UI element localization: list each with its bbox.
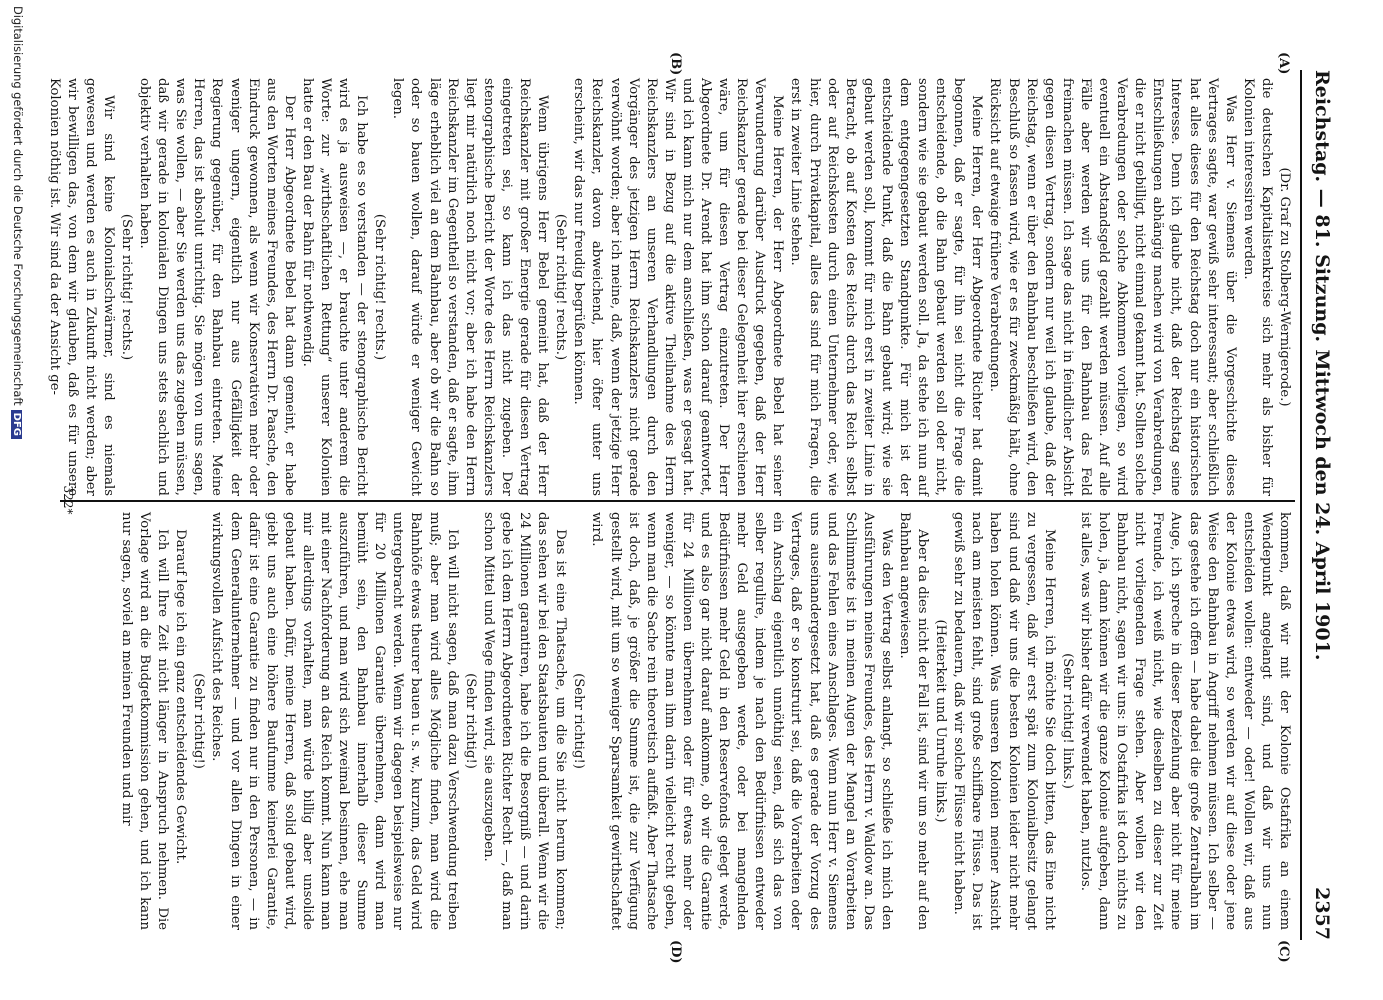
digitization-credit (11, 6, 25, 439)
interjection: (Dr. Graf zu Stolberg-Wernigerode.) (1277, 167, 1292, 407)
paragraph: Der Herr Abgeordnete Bebel hat dann gemeint, er habe aus den Worten meines Freundes, des Herrn Dr. Paasche, den Eindruck gewonnen, als wenn wir Konservativen mehr oder weniger ungern, eigentlich nur aus Gefälligkeit der Regierung gegenüber, für den Bahnbau eintreten. Meine Herren, das ist absolut unrichtig. Sie mögen von uns sagen, was Sie wollen, — aber Sie werden uns das zugeben müssen, daß wir gerade in kolonialen Dingen uns stets sachlich und objektiv verhalten haben. (137, 78, 297, 496)
text-column-left (46, 78, 1293, 496)
header-rule (1300, 70, 1302, 940)
paragraph: Was Herr v. Siemens über die Vorgeschichte dieses Vertrages sagte, war gewiß sehr interessant; aber schließlich hat alles dieses für den Reichstag doch nur ein historisches Interesse. Denn ich glaube nicht, daß der Reichstag seine Entschließungen abhängig machen wird von Verabredungen, die er nicht gebilligt, nicht einmal gekannt hat. Sollten solche Verabredungen oder solche Abkommen vorliegen, so wird eventuell ein Abstandsgeld gezahlt werden müssen. Auf alle Fälle aber werden wir uns für den Bahnbau das Feld freimachen müssen. Ich sage das nicht in feindlicher Absicht gegen diesen Vertrag, sondern nur weil ich glaube, daß der Reichstag, wenn er über den Bahnbau beschließen wird, den Beschluß so fassen wird, wie er es für zweckmäßig hält, ohne Rücksicht auf etwaige frühere Verabredungen. (987, 78, 1238, 496)
credit-text: Digitalisierung gefördert durch die Deutsche Forschungsgemeinschaft (11, 6, 25, 406)
paragraph: Meine Herren, ich möchte Sie doch bitten, das Eine nicht zu vergessen, daß wir erst spät zum Kolonialbesitz gelangt sind und daß wir uns die besten Kolonien leider nicht mehr haben holen können. Was unseren Kolonien meiner Ansicht nach am meisten fehlt, sind große schiffbare Flüsse. Das ist gewiß sehr zu bedauern, daß wir solche Flüsse nicht haben. (951, 512, 1057, 930)
margin-marker-b: (B) (668, 52, 683, 76)
paragraph: Darauf lege ich ein ganz entscheidendes Gewicht. (173, 529, 189, 865)
interjection: (Sehr richtig!) (191, 673, 207, 769)
paragraph: Das ist eine Thatsache, um die Sie nicht herum kommen; das sehen wir bei den Staatsbauten und überall. Wenn wir die 24 Millionen garantiren, habe ich die Besorgniß — und darin gebe ich dem Herrn Abgeordneten Richter Recht —, daß man schon Mittel und Wege finden wird, sie auszugeben. (480, 512, 569, 930)
interjection: (Sehr richtig!) (571, 673, 587, 769)
paragraph: Ich will Ihre Zeit nicht länger in Anspruch nehmen. Die Vorlage wird an die Budgetkommission gehen, und ich kann nur sagen, soviel an meinen Freunden und mir (119, 512, 171, 930)
paragraph: Ich habe es so verstanden — der stenographische Bericht wird es ja ausweisen —, er brauchte unter anderem die Worte: zur „wirthschaftlichen Rettung“ unserer Kolonien hatte er den Bau der Bahn für nothwendig. (299, 78, 370, 496)
paragraph: Wir sind keine Kolonialschwärmer, sind es niemals gewesen und werden es auch in Zukunft nicht werden; aber wir bewilligen das, von dem wir glauben, daß es für unsere Kolonien nöthig ist. Wir sind da der Ansicht ge- (46, 78, 116, 496)
interjection: (Sehr richtig! rechts.) (553, 213, 569, 361)
paragraph: Meine Herren, der Herr Abgeordnete Richter hat damit begonnen, daß er sagte, für ihn sei nicht die Frage die entscheidende, ob die Bahn gebaut werden soll oder nicht, sondern wie sie gebaut werden soll. Ja, da stehe ich nun auf dem entgegengesetzten Standpunkte. Für mich ist der entscheidende Punkt, daß die Bahn gebaut wird; wie sie gebaut werden soll, kommt für mich erst in zweiter Linie in Betracht, ob auf Kosten des Reichs durch das Reich selbst oder auf Reichskosten durch einen Unternehmer oder, wie hier, durch Privatkapital, alles das sind für mich Fragen, die erst in zweiter Linie stehen. (788, 78, 985, 496)
text-column-right (63, 512, 1293, 930)
paragraph: kommen, daß wir mit der Kolonie Ostafrika an einem Wendepunkt angelangt sind, und daß wir uns nun entscheiden wollen: entweder — oder! Wollen wir, daß aus der Kolonie etwas wird, so werden wir auf diese oder jene Weise den Bahnbau in Angriff nehmen müssen. Ich selber — das gestehe ich offen — habe dabei die große Zentralbahn im Auge, ich spreche in dieser Beziehung aber nicht für meine Freunde, ich weiß nicht, wie dieselben zu dieser zur Zeit nicht vorliegenden Frage stehen. Aber wollen wir den Bahnbau nicht, sagen wir uns: in Ostafrika ist doch nichts zu holen, ja, dann können wir die ganze Kolonie aufgeben, dann ist alles, was wir bisher dafür verwendet haben, nutzlos. (1077, 512, 1292, 930)
sheet-number: 322* (61, 485, 75, 515)
interjection: (Sehr richtig!) (462, 673, 478, 769)
paragraph: die deutschen Kapitalistenkreise sich mehr als bisher für Kolonien interessiren werden. (1240, 78, 1274, 496)
interjection: (Heiterkeit und Unruhe links.) (933, 619, 949, 823)
page-header (1303, 70, 1333, 940)
interjection: (Sehr richtig! rechts.) (372, 213, 388, 361)
paragraph: Ich will nicht sagen, daß man dazu Verschwendung treiben muß; aber man wird alles Mögliche finden, man wird die Bahnhöfe etwas theurer bauen u. s. w., kurzum, das Geld wird untergebracht werden. Wenn wir dagegen beispielsweise nur für 20 Millionen Garantie übernehmen, dann wird man bemüht sein, den Bahnbau innerhalb dieser Summe auszuführen, und man wird sich zweimal besinnen, ehe man mit einer Nachforderung an das Reich kommt. Nun kann man mir allerdings vorhalten, man würde billig aber unsolide gebaut haben. Dafür, meine Herren, daß solid gebaut wird, giebt uns auch eine höhere Baufumme keinerlei Garantie, dafür ist eine Garantie zu finden nur in den Personen, — in dem Generalunternehmer — und vor allen Dingen in einer wirkungsvollen Aufsicht des Reiches. (209, 512, 460, 930)
header-session: Reichstag. — 81. Sitzung. (1311, 70, 1333, 343)
margin-marker-c: (C) (1276, 940, 1291, 963)
paragraph: Aber da dies nicht der Fall ist, sind wir um so mehr auf den Bahnbau angewiesen. (897, 512, 931, 930)
paragraph: Wenn übrigens Herr Bebel gemeint hat, daß der Herr Reichskanzler mit großer Energie gerade für diesen Vertrag eingetreten sei, so kann ich das nicht zugeben. Der stenographische Bericht der Worte des Herrn Reichskanzlers liegt mir natürlich noch nicht vor; aber ich habe den Herrn Reichskanzler im Gegentheil so verstanden, daß er sagte, ihm läge erheblich viel an dem Bahnbau, aber ob wir die Bahn so oder so bauen wollen, darauf würde er weniger Gewicht legen. (390, 78, 551, 496)
header-page-number: 2357 (1311, 887, 1333, 940)
interjection: (Sehr richtig! rechts.) (119, 213, 134, 361)
margin-marker-a: (A) (1276, 52, 1291, 75)
dfg-logo: DFG (11, 410, 22, 439)
header-date: Mittwoch den 24. April 1901. (1311, 349, 1333, 661)
interjection: (Sehr richtig! links.) (1059, 653, 1075, 789)
paragraph: Was den Vertrag selbst anlangt, so schließe ich mich den Ausführungen meines Freundes, des Herrn v. Waldow an. Das Schlimmste ist in meinen Augen der Mangel an Vorarbeiten und das Fehlen eines Anschlages. Wenn nun Herr v. Siemens uns auseinandergesetzt hat, daß es gerade der Vorzug des Vertrages, daß er so konstruirt sei, daß die Vorarbeiten oder ein Anschlag eigentlich unnöthig seien, daß sich das von selber regulire, indem je nach den Bedürfnissen entweder mehr Geld ausgegeben werde, oder bei mangelnden Bedürfnissen mehr Geld in den Reservefonds gelegt werde, und es also gar nicht darauf ankomme, ob wir die Garantie für 24 Millionen übernehmen oder für etwas mehr oder weniger, — so könnte man ihm darin vielleicht recht geben, wenn man die Sache rein theoretisch auffaßt. Aber Thatsache ist doch, daß, je größer die Summe ist, die zur Verfügung gestellt wird, mit um so weniger Sparsamkeit gewirthschaftet wird. (589, 512, 894, 930)
margin-marker-d: (D) (668, 940, 683, 964)
paragraph: Meine Herren, der Herr Abgeordnete Bebel hat seiner Verwunderung darüber Ausdruck gegeben, daß der Herr Reichskanzler gerade bei dieser Gelegenheit hier erschienen wäre, um für diesen Vertrag einzutreten. Der Herr Abgeordnete Dr. Arendt hat ihm schon darauf geantwortet, und ich kann mich nur dem anschließen, was er gesagt hat. Wir sind in Bezug auf die aktive Theilnahme des Herrn Reichskanzlers an unseren Verhandlungen durch den Vorgänger des jetzigen Herrn Reichskanzlers nicht gerade verwöhnt worden; aber ich meine, daß, wenn der jetzige Herr Reichskanzler, davon abweichend, hier öfter unter uns erscheint, wir das nur freudig begrüßen können. (571, 78, 786, 496)
column-divider (60, 500, 1295, 502)
